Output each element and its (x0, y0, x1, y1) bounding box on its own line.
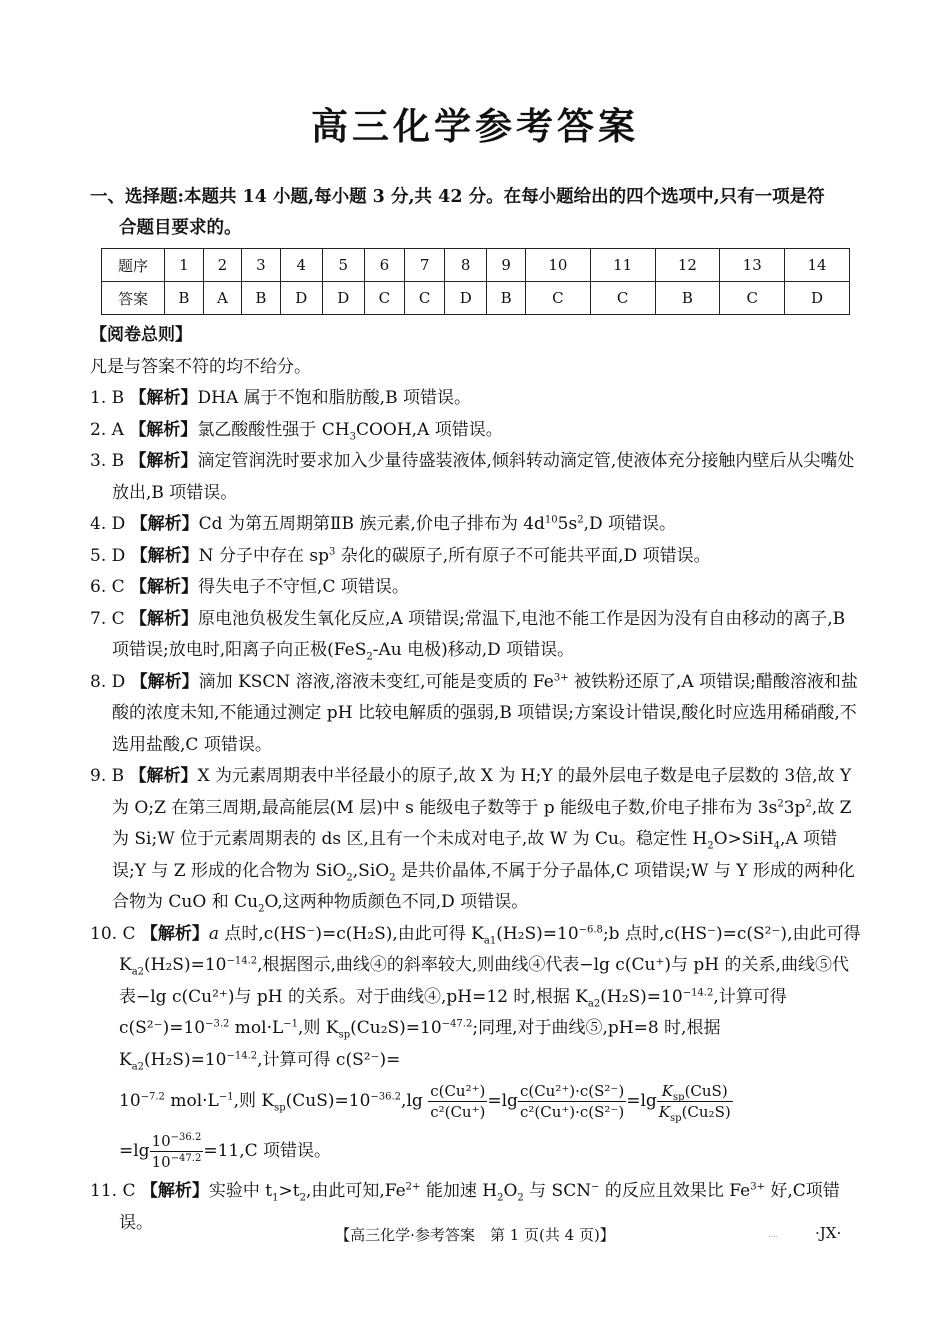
rules-text: 凡是与答案不符的均不给分。 (90, 356, 311, 377)
analysis-tag: 【解析】 (140, 1181, 209, 1201)
superscript: −3.2 (205, 1018, 230, 1030)
answer-cell: C (590, 282, 655, 315)
explanation-text: ;同理,对于曲线⑤,pH=8 时,根据 K (119, 1018, 721, 1070)
explanation-10-result (90, 1126, 862, 1176)
numerator (150, 1131, 204, 1152)
explanations (90, 320, 862, 1239)
subscript: 2 (258, 903, 265, 915)
superscript: −14.2 (226, 955, 258, 967)
question-number-cell: 8 (445, 249, 487, 282)
answer-cell: C (525, 282, 590, 315)
question-number-cell: 9 (487, 249, 526, 282)
superscript: −47.2 (170, 1153, 202, 1164)
explanation-text: 与 SCN (523, 1181, 592, 1201)
table-row-numbers (102, 249, 850, 282)
explanation-text: −lg c(Cu⁺)与 pH 的关系,曲线⑤代表−lg c(Cu²⁺)与 pH 的关系。对于曲线④,pH= (119, 955, 849, 1007)
explanation-text: 溶液和盐酸的浓度未知,不能通过测定 pH 比较电解质的强弱,B 项错误;方案设计错误,酸 (112, 671, 858, 723)
formula-text: =lg (626, 1091, 657, 1111)
analysis-tag: 【解析】 (129, 451, 198, 471)
question-number-cell: 6 (364, 249, 404, 282)
superscript: −47.2 (441, 1018, 473, 1030)
formula-text: 10 (151, 1153, 171, 1171)
explanation-text: (H₂S)=10 (144, 955, 227, 975)
page-title: 高三化学参考答案 (311, 104, 639, 148)
section-line-2: 合题目要求的。 (119, 218, 242, 238)
explanation-text: -Au 电极)移动,D 项错误。 (372, 640, 575, 660)
explanation-2 (90, 415, 862, 447)
explanation-text: 3p (783, 797, 806, 818)
question-number-cell: 7 (404, 249, 444, 282)
subscript: sp (673, 1092, 685, 1103)
answer-cell: D (785, 282, 850, 315)
subscript: 1 (272, 1192, 279, 1204)
subscript: 2 (517, 1192, 524, 1204)
analysis-tag: 【解析】 (130, 577, 199, 597)
analysis-tag: 【解析】 (129, 766, 198, 786)
question-number-cell: 13 (720, 249, 785, 282)
formula-text: K (658, 1103, 671, 1121)
formula-text: mol·L (164, 1091, 219, 1111)
superscript: 2 (577, 514, 584, 526)
explanation-text: 滴定管润洗时要求加入少量待盛装液体,倾斜转动滴定管,使液体充分接触内壁 (197, 451, 770, 471)
explanation-text: ,故 Z 为 Si;W 位于元素周期表的 ds 区,且有一个未成对电子,故 W 为 Cu。稳定 (112, 797, 852, 849)
explanation-text: c(S²⁻),由此可得 K (119, 923, 861, 975)
section-heading (90, 182, 870, 244)
question-label: 2. A (90, 419, 124, 440)
explanation-text: >t (278, 1181, 300, 1201)
explanation-9 (90, 761, 862, 919)
row-label-answer: 答案 (102, 282, 165, 315)
explanation-5 (90, 541, 862, 573)
explanation-text: mol·L (229, 1018, 284, 1038)
explanation-text: 布为 3s (718, 797, 778, 818)
fraction-1 (428, 1081, 487, 1122)
subscript: sp (274, 1102, 286, 1114)
explanation-text: 倍,故 Y 为 O;Z 在第三周期,最高能层(M 层)中 s 能级电子数等于 p 能级电子数,价电子排 (112, 766, 852, 818)
explanation-text: 化时应选用稀硝酸,不选用盐酸,C 项错误。 (112, 703, 857, 755)
row-label-number: 题序 (102, 249, 165, 282)
superscript: − (591, 1181, 600, 1193)
question-label: 1. B (90, 388, 125, 408)
formula-text: 10 (119, 1091, 141, 1111)
question-number-cell: 10 (525, 249, 590, 282)
question-label: 3. B (90, 451, 125, 471)
explanation-text: COOH,A 项错误。 (355, 419, 503, 440)
numerator: c(Cu²⁺) (430, 1082, 486, 1100)
subscript: 2 (707, 840, 714, 852)
subscript: 4 (773, 840, 781, 852)
subscript: 2 (366, 651, 373, 663)
answer-cell: B (165, 282, 204, 315)
explanation-text: (Cu₂S)= (350, 1018, 421, 1038)
subscript: 2 (299, 1192, 306, 1204)
analysis-tag: 【解析】 (129, 388, 198, 408)
explanation-text: ,计算可得 c(S²⁻)=10 (119, 986, 787, 1038)
explanation-text: O,这两种物质颜色不同,D 项错误。 (264, 892, 529, 912)
denominator (657, 1102, 733, 1122)
superscript: 10 (544, 514, 558, 526)
explanation-text: 项错误。 (119, 1181, 840, 1233)
explanation-text: 能加速 H (420, 1181, 498, 1201)
fraction-3 (657, 1081, 733, 1122)
question-label: 8. D (90, 671, 126, 692)
answer-cell: B (487, 282, 526, 315)
question-number-cell: 5 (322, 249, 364, 282)
formula-text: ,则 K (233, 1091, 275, 1111)
superscript: 2+ (405, 1181, 421, 1193)
superscript: 3+ (553, 671, 569, 683)
explanation-text: 好,C (764, 1181, 806, 1201)
explanation-text: 原电池负极发生氧化反应,A 项错误;常温下,电池不能工作是因为没有自由移动 (198, 608, 777, 629)
explanation-text: 得失电子不守恒,C 项错误。 (198, 577, 409, 597)
explanation-text: ,SiO (352, 860, 390, 881)
question-number-cell: 4 (280, 249, 322, 282)
explanation-4 (90, 509, 862, 541)
analysis-tag: 【解析】 (130, 545, 199, 566)
explanation-text: 性 H (669, 829, 708, 849)
explanation-text: ,根据图示,曲线④的斜率较大,则曲线④代表 (257, 955, 580, 975)
formula-text: 10 (151, 1132, 171, 1150)
explanation-text: O>SiH (713, 829, 774, 849)
subscript: 2 (389, 871, 396, 883)
question-number-cell: 1 (165, 249, 204, 282)
subscript: a2 (587, 997, 601, 1009)
denominator: c²(Cu⁺) (430, 1103, 486, 1121)
formula-text: (CuS)=10 (285, 1091, 371, 1111)
question-number-cell: 12 (655, 249, 720, 282)
footer-dots: .... (768, 1230, 779, 1239)
explanation-text: 10 (420, 1018, 442, 1038)
explanation-text: 后从尖嘴处放出,B 项错误。 (112, 451, 855, 503)
analysis-tag: 【解析】 (129, 419, 198, 440)
explanation-text: ,A 项错误;Y 与 Z 形成的化合物为 SiO (112, 829, 838, 881)
superscript: 2 (777, 797, 784, 809)
explanation-text: (H₂S)=10 (144, 1049, 227, 1070)
explanation-text: 12 时,根据 K (486, 986, 588, 1007)
numerator: c(Cu²⁺)·c(S²⁻) (519, 1082, 625, 1100)
explanation-text: ,计算可得 c(S²⁻)= (257, 1049, 401, 1070)
subscript: 2 (497, 1192, 504, 1204)
explanation-text: 实验中 t (208, 1181, 273, 1201)
question-label: 11. C (90, 1181, 136, 1201)
question-label: 4. D (90, 514, 126, 534)
superscript: 3+ (750, 1181, 765, 1193)
answer-cell: B (241, 282, 280, 315)
explanation-text: X 为元素周期表中半径最小的原子,故 X 为 H;Y 的最外层电子数是电子层数的 3 (197, 766, 796, 786)
question-label: 7. C (90, 608, 125, 629)
question-number-cell: 11 (590, 249, 655, 282)
subscript: a1 (483, 934, 497, 946)
superscript: −36.2 (170, 1132, 202, 1143)
question-label: 5. D (90, 545, 126, 566)
explanation-text: 的离子,B 项错误;放电时,阳离子向正极(FeS (112, 608, 846, 660)
formula-text: =11,C 项错误。 (203, 1141, 332, 1161)
analysis-tag: 【解析】 (130, 514, 199, 534)
answer-cell: D (322, 282, 364, 315)
page-footer: 【高三化学·参考答案 第 1 页(共 4 页)】 (335, 1226, 615, 1244)
explanation-10-formula (90, 1076, 862, 1126)
subscript: a2 (131, 1060, 145, 1072)
explanation-text: 点时,c(HS⁻)=c(H₂S),由此可得 K (224, 923, 484, 944)
explanation-text: (H₂S)=10 (600, 986, 683, 1007)
answer-table (101, 248, 850, 315)
answer-cell: B (655, 282, 720, 315)
answer-cell: C (720, 282, 785, 315)
superscript: 2 (805, 797, 812, 809)
explanation-text: N 分子中存在 sp (198, 545, 329, 566)
denominator: c²(Cu⁺)·c(S²⁻) (519, 1103, 625, 1121)
explanation-text: C 项错误;W 与 Y 形成的两种化合物为 CuO 和 Cu (112, 860, 855, 912)
fraction-2 (518, 1081, 626, 1122)
analysis-tag: 【解析】 (130, 671, 199, 692)
footer-code: ·JX· (815, 1224, 842, 1242)
formula-text: (CuS) (684, 1082, 728, 1100)
explanation-text: ,则 K (298, 1018, 339, 1038)
explanation-10: 10. C 【解析】a 点时,c(HS⁻)=c(H₂S),由此可得 $K_{a1}(H_2S)=10^{-6.8};b$ 点时,c(HS⁻)=c(S²⁻),由此可得 $K_{a2}(H_2S)=10^{-14.2}$,根据图示,曲线④的斜率较大,则曲线④代表−lg c(Cu⁺)与 pH 的关系,曲线⑤代表−lg c(Cu²⁺)与 pH 的关系。对于曲线④,pH=12 时,根据 $K_{a2}(H_2S)=10^{-14.2}$,计算可得 $c(S^{2-})=10^{-3.2}$ $mol\cdot L^{-1}$,则 $K_{sp}(Cu_2S)=10^{-47.2}$;同理,对于曲线⑤,pH=8 时,根据 $K_{a2}(H_2S)=10^{-14.2}$,计算可得 c(S²⁻)= (90, 923, 861, 1072)
explanation-text: 氯乙酸酸性强于 CH (197, 419, 350, 440)
explanation-6 (90, 572, 862, 604)
formula-text: (Cu₂S) (681, 1103, 731, 1121)
explanation-text: (H₂S)=10 (496, 923, 579, 944)
fraction-4 (150, 1131, 204, 1172)
explanation-text: ,D 项错误。 (583, 514, 677, 534)
formula-text: =lg (487, 1091, 518, 1111)
subscript: 3 (349, 430, 356, 442)
explanation-1 (90, 383, 862, 415)
question-label: 9. B (90, 766, 125, 786)
table-row-answers (102, 282, 850, 315)
explanation-text: 被铁粉还原了,A 项错误;醋酸 (568, 671, 790, 692)
explanation-text: 杂化的碳原子,所有原子不可能共平面,D 项错误。 (335, 545, 711, 566)
explanation-text: Cd 为第五周期第ⅡB 族元素,价电子排布为 4d (198, 514, 545, 534)
question-number-cell: 2 (203, 249, 241, 282)
superscript: −1 (218, 1091, 234, 1103)
superscript: −14.2 (682, 986, 714, 998)
superscript: 3 (328, 545, 336, 557)
explanation-text: O (503, 1181, 518, 1201)
question-label: 10. C (90, 923, 136, 944)
formula-text: =lg (119, 1141, 150, 1161)
explanation-text: 滴加 KSCN 溶液,溶液未变红,可能是变质的 Fe (198, 671, 554, 692)
question-number-cell: 3 (241, 249, 280, 282)
superscript: −6.8 (578, 923, 603, 935)
subscript: a2 (131, 966, 145, 978)
formula-text: K (661, 1082, 674, 1100)
rules-heading: 【阅卷总则】 (90, 325, 192, 345)
subscript: sp (670, 1113, 682, 1124)
numerator (657, 1081, 733, 1102)
section-line-1: 一、选择题:本题共 14 小题,每小题 3 分,共 42 分。在每小题给出的四个选项中,只有一项是符 (90, 187, 825, 207)
question-label: 6. C (90, 577, 125, 597)
answer-cell: C (364, 282, 404, 315)
superscript: −1 (283, 1018, 299, 1030)
explanation-text: ,由此可知,Fe (305, 1181, 406, 1201)
subscript: 2 (346, 871, 353, 883)
analysis-tag: 【解析】 (140, 923, 209, 944)
explanation-7 (90, 604, 862, 667)
explanation-text: 是共价晶体,不属于分子晶体, (395, 860, 616, 881)
superscript: −36.2 (370, 1091, 402, 1103)
answer-cell: D (280, 282, 322, 315)
subscript: sp (338, 1029, 351, 1041)
explanation-text: ;b 点时,c(HS⁻)= (602, 923, 737, 944)
question-number-cell: 14 (785, 249, 850, 282)
explanation-3 (90, 446, 862, 509)
denominator (150, 1152, 204, 1172)
answer-cell: D (445, 282, 487, 315)
explanation-text: DHA 属于不饱和脂肪酸,B 项错误。 (197, 388, 471, 408)
superscript: −7.2 (140, 1091, 165, 1103)
analysis-tag: 【解析】 (130, 608, 199, 629)
answer-cell: C (404, 282, 444, 315)
superscript: −14.2 (226, 1049, 258, 1061)
explanation-text: 的反应且效果比 Fe (599, 1181, 751, 1201)
explanation-text: 5s (557, 514, 578, 534)
explanation-8 (90, 667, 862, 762)
answer-cell: A (203, 282, 241, 315)
formula-text: ,lg (401, 1091, 423, 1111)
